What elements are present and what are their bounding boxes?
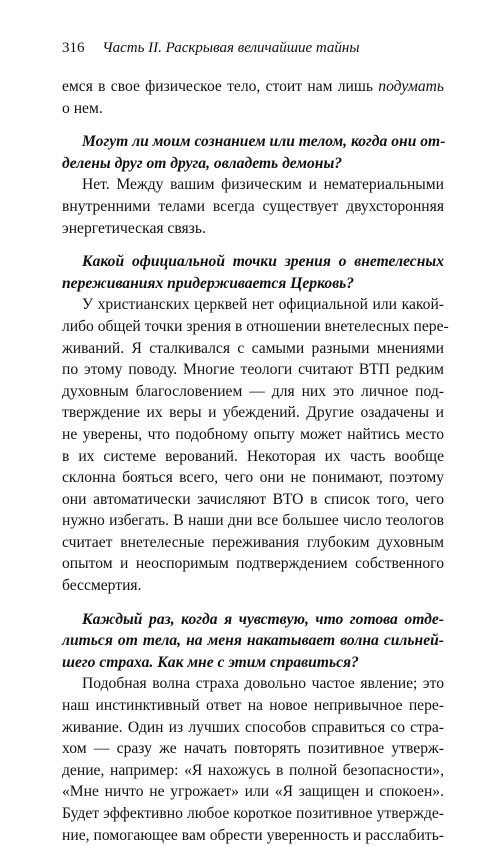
text-segment: емся в свое физическое тело, стоит нам лишь [62, 78, 379, 95]
text-line: Будет эффективно любое короткое позитивное утвержде- [62, 805, 444, 822]
question-heading [62, 131, 444, 174]
text-line: по этому поводу. Многие теологи считают ВТП редким [62, 361, 444, 379]
text-line: хом — сразу же начать повторять позитивное утверж- [62, 740, 444, 758]
text-line: дение, например: «Я нахожусь в полной безопасности», [62, 761, 444, 779]
text-line: энергетическая связь. [62, 219, 206, 237]
text-line: внутренними телами всегда существует двухсторонняя [62, 197, 444, 215]
answer-paragraph [62, 294, 449, 596]
question-line: Какой официальной точки зрения о внетелесных [82, 253, 444, 271]
page-number: 316 [62, 40, 85, 56]
text-line: живаний. Я сталкивался с самыми разными мнениями [62, 339, 444, 357]
text-line: живание. Один из лучших способов справиться со стра- [62, 718, 444, 736]
text-line: «Мне ничто не угрожает» или «Я защищен и спокоен». [62, 783, 444, 801]
text-line: ние, помогающее вам обрести уверенность и расслабить- [62, 826, 444, 844]
answer-paragraph [62, 673, 444, 846]
answer-paragraph [62, 76, 444, 119]
text-line: либо общей точки зрения в отношении внетелесных пере- [62, 317, 449, 335]
question-line: переживаниях придерживается Церковь? [62, 274, 355, 292]
question-heading [62, 251, 444, 294]
emphasis-word: подумать [378, 78, 444, 95]
text-line: нужно избегать. В наши дни все большее число теологов [62, 512, 444, 530]
text-line: Нет. Между вашим физическим и нематериальными [82, 176, 444, 194]
text-line: тверждение их веры и убеждений. Другие озадачены и [62, 404, 444, 422]
text-line: не уверены, что подобному опыту может найтись место [62, 425, 444, 443]
text-line: бессмертия. [62, 577, 142, 595]
answer-paragraph [62, 174, 444, 239]
running-title: Часть II. Раскрывая величайшие тайны [102, 40, 360, 56]
question-line: Каждый раз, когда я чувствую, что готова отде- [82, 610, 444, 628]
text-line: они автоматически зачисляют ВТО в список того, чего [62, 490, 444, 508]
text-line: Подобная волна страха довольно частое явление; это [82, 675, 444, 693]
text-line [62, 76, 444, 98]
question-line: Могут ли моим сознанием или телом, когда они от- [82, 133, 446, 151]
text-line: считает внетелесные переживания глубоким духовным [62, 533, 444, 551]
text-line: опытом и неоспоримым подтверждением собственного [62, 555, 444, 573]
question-line: делены друг от друга, овладеть демоны? [62, 154, 343, 172]
text-line: в их системе верований. Некоторая их часть вообще [62, 447, 444, 465]
question-line: шего страха. Как мне с этим справиться? [62, 653, 359, 671]
text-line: о нем. [62, 99, 103, 117]
text-line: духовным благословением — для них это личное под- [62, 382, 444, 400]
question-heading [62, 609, 444, 674]
book-page [62, 38, 449, 846]
running-head [62, 38, 444, 58]
text-line: склонна бояться всего, чего они не понимают, поэтому [62, 469, 444, 487]
question-line: литься от тела, на меня накатывает волна сильней- [62, 632, 444, 650]
text-line: У христианских церквей нет официальной или какой- [82, 296, 444, 314]
text-line: наш инстинктивный ответ на новое непривычное пере- [62, 697, 444, 715]
